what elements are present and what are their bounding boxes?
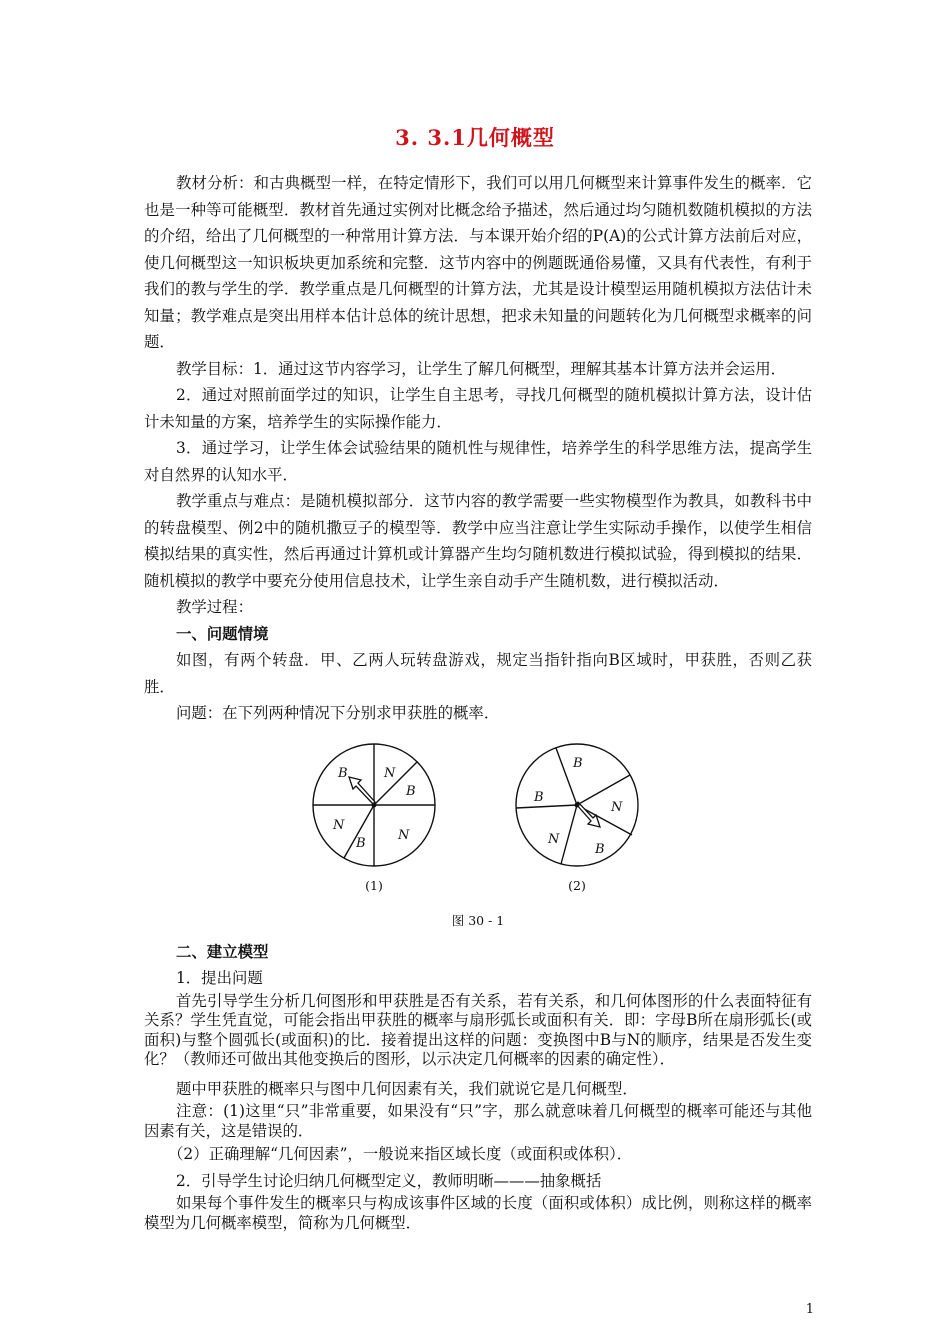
wheel1-sector-label: B bbox=[338, 765, 348, 781]
wheel2-sector-label: N bbox=[548, 831, 560, 847]
dense-block bbox=[144, 1102, 812, 1141]
spinner-1-pointer bbox=[349, 777, 377, 808]
step2-label: 2．引导学生讨论归纳几何概型定义，教师明晰———抽象概括 bbox=[176, 1171, 602, 1190]
wheel1-sector-label: N bbox=[333, 817, 345, 833]
wheel2-sector-label: B bbox=[595, 841, 605, 857]
wheel2-sector-label: B bbox=[534, 789, 544, 805]
wheel1-label: (1) bbox=[365, 877, 383, 893]
page-title: 3. 3.1几何概型 bbox=[395, 125, 555, 150]
question-paragraph: 问题：在下列两种情况下分别求甲获胜的概率． bbox=[176, 704, 500, 722]
dense-block bbox=[144, 1194, 812, 1233]
wheel2-sector-label: B bbox=[573, 755, 583, 771]
process-label: 教学过程： bbox=[176, 598, 253, 616]
wheel2-sector-label: N bbox=[611, 799, 623, 815]
dense-block bbox=[144, 992, 812, 1070]
document-body bbox=[144, 170, 812, 1233]
section-heading-1: 一、问题情境 bbox=[176, 624, 269, 643]
wheel1-sector-label: N bbox=[384, 765, 396, 781]
conclusion-paragraph: 题中甲获胜的概率只与图中几何因素有关，我们就说它是几何概型． bbox=[176, 1079, 638, 1098]
goal-paragraph-1: 教学目标：1．通过这节内容学习，让学生了解几何概型，理解其基本计算方法并会运用． bbox=[176, 359, 787, 378]
figure-caption: 图 30 - 1 bbox=[451, 912, 505, 928]
page-number: 1 bbox=[805, 1302, 814, 1317]
spinner-2-pointer bbox=[575, 802, 601, 827]
analysis-paragraph: 教材分析：和古典概型一样，在特定情形下，我们可以用几何概型来计算事件发生的概率．它也是一种等可能概型．教材首先通过实例对比概念给予描述，然后通过均匀随机数随机模拟的方法的介绍，给出了几何概型的一种常用计算方法．与本课开始介绍的P(A)的公式计算方法前后对应，使几何概型这一知识板块更加系统和完整．这节内容中的例题既通俗易懂，又具有代表性，有利于我们的教与学生的学．教学重点是几何概型的计算方法，尤其是设计模型运用随机模拟方法估计未知量；教学难点是突出用样本估计总体的统计思想，把求未知量的问题转化为几何概型求概率的问题． bbox=[144, 174, 812, 351]
wheel1-sector-label: N bbox=[398, 827, 410, 843]
spinner-figure bbox=[144, 729, 812, 909]
goal-paragraph-2: 2．通过对照前面学过的知识，让学生自主思考，寻找几何概型的随机模拟计算方法，设计估计未知量的方案，培养学生的实际操作能力． bbox=[144, 386, 812, 431]
section-heading-2: 二、建立模型 bbox=[176, 942, 269, 961]
definition-paragraph: 如果每个事件发生的概率只与构成该事件区域的长度（面积或体积）成比例，则称这样的概率模型为几何概率模型，简称为几何概型． bbox=[144, 1194, 812, 1232]
note-paragraph-1: 注意：(1)这里“只”非常重要，如果没有“只”字，那么就意味着几何概型的概率可能还与其他因素有关，这是错误的． bbox=[144, 1102, 812, 1140]
step1-label: 1．提出问题 bbox=[176, 969, 263, 987]
key-points-paragraph: 教学重点与难点：是随机模拟部分．这节内容的教学需要一些实物模型作为教具，如教科书中的转盘模型、例2中的随机撒豆子的模型等．教学中应当注意让学生实际动手操作，以使学生相信模拟结果的真实性，然后再通过计算机或计算器产生均匀随机数进行模拟试验，得到模拟的结果．随机模拟的教学中要充分使用信息技术，让学生亲自动手产生随机数，进行模拟活动． bbox=[144, 492, 812, 590]
goal-paragraph-3: 3．通过学习，让学生体会试验结果的随机性与规律性，培养学生的科学思维方法，提高学生对自然界的认知水平． bbox=[144, 439, 812, 484]
wheel2-label: (2) bbox=[568, 877, 586, 893]
note-paragraph-2: （2）正确理解“几何因素”，一般说来指区域长度（或面积或体积）． bbox=[168, 1145, 633, 1163]
wheel1-sector-label: B bbox=[406, 783, 416, 799]
guide-paragraph: 首先引导学生分析几何图形和甲获胜是否有关系，若有关系，和几何体图形的什么表面特征有关系？学生凭直觉，可能会指出甲获胜的概率与扇形弧长或面积有关．即：字母B所在扇形弧长(或面积)与整个圆弧长(或面积)的比．接着提出这样的问题：变换图中B与N的顺序，结果是否发生变化？（教师还可做出其他变换后的图形，以示决定几何概率的因素的确定性）． bbox=[144, 991, 812, 1068]
situation-paragraph: 如图，有两个转盘．甲、乙两人玩转盘游戏，规定当指针指向B区域时，甲获胜，否则乙获胜． bbox=[144, 651, 812, 696]
wheel1-sector-label: B bbox=[356, 835, 366, 851]
spinner-figure-svg bbox=[144, 729, 812, 909]
